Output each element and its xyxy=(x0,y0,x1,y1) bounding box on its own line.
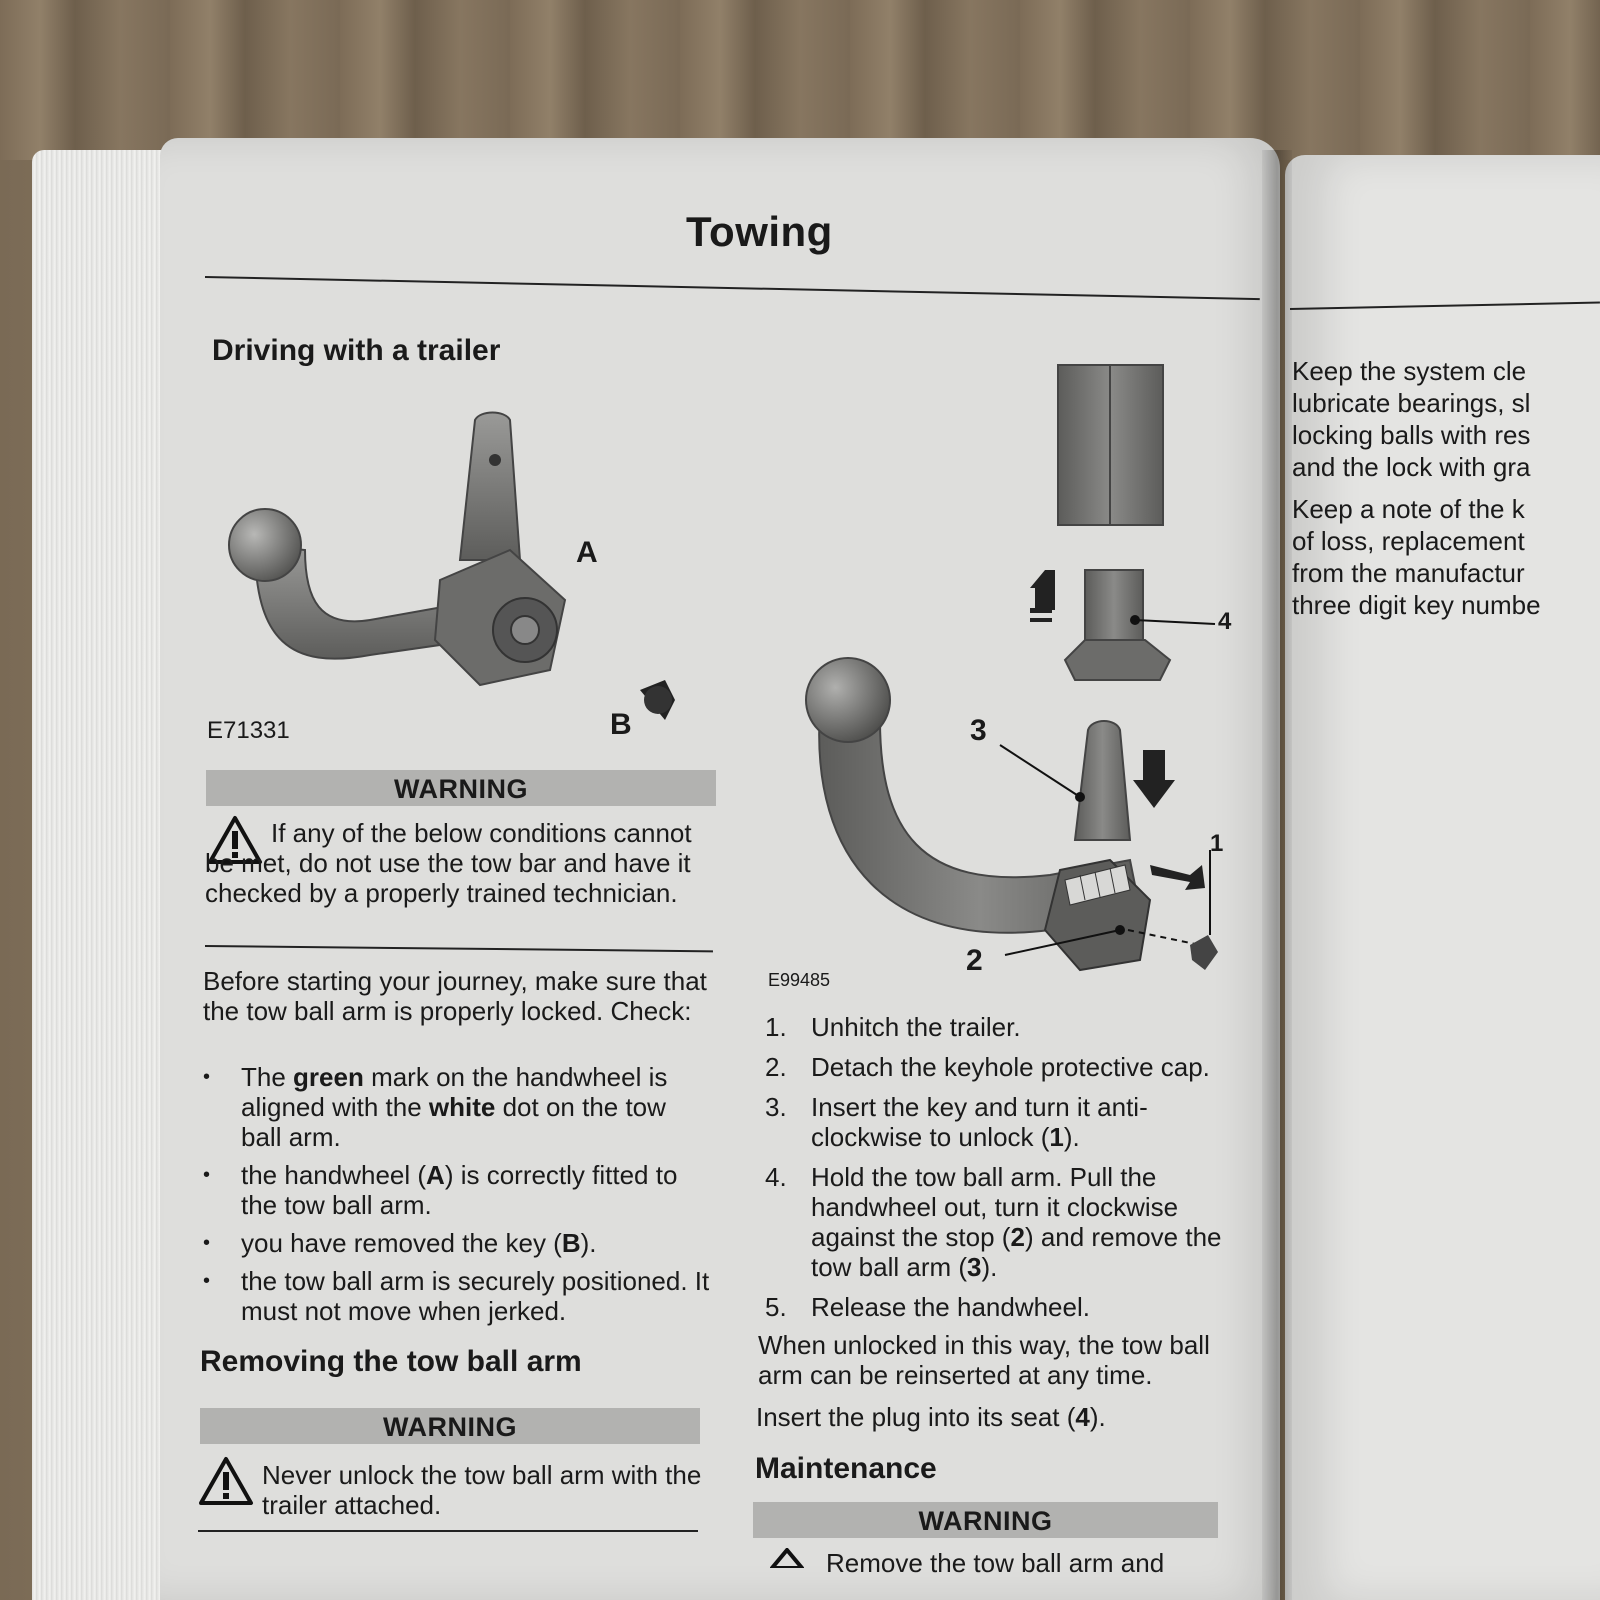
towbar-figure-1 xyxy=(210,400,710,740)
list-item: 3. Insert the key and turn it anti-clockwise to unlock (1). xyxy=(765,1092,1148,1152)
removal-steps-list xyxy=(765,1012,1235,1332)
warning-triangle-icon xyxy=(770,1548,804,1568)
right-page-line: Keep the system cle xyxy=(1292,356,1527,386)
warning-bar: WARNING xyxy=(200,1408,700,1444)
right-page-line: lubricate bearings, sl xyxy=(1292,388,1531,418)
warning-triangle-icon xyxy=(198,1456,254,1506)
wooden-table-background xyxy=(0,0,1600,160)
list-item: 4. Hold the tow ball arm. Pull the handwheel out, turn it clockwise against the stop (2) and remove the tow ball arm (3). xyxy=(765,1162,1222,1282)
list-item: 1. Unhitch the trailer. xyxy=(765,1012,1021,1042)
right-page-line: of loss, replacement xyxy=(1292,526,1525,556)
section-heading-maintenance: Maintenance xyxy=(755,1452,937,1485)
figure-code-e71331: E71331 xyxy=(207,717,290,744)
insert-plug-note: Insert the plug into its seat (4). xyxy=(756,1402,1106,1432)
warning-text-never-unlock: Never unlock the tow ball arm with the trailer attached. xyxy=(262,1460,702,1520)
towbar-removal-figure-2 xyxy=(790,360,1260,1000)
book-gutter xyxy=(1262,150,1292,1600)
figure2-callout-2: 2 xyxy=(966,944,983,977)
warning-bar: WARNING xyxy=(206,770,716,806)
warning-text-conditions: If any of the below conditions cannot be met, do not use the tow bar and have it checked by a properly trained technician. xyxy=(205,818,692,908)
figure2-callout-1: 1 xyxy=(1210,830,1224,857)
figure-code-e99485: E99485 xyxy=(768,970,831,990)
section-heading-removing-tow-ball-arm: Removing the tow ball arm xyxy=(200,1345,582,1378)
figure2-callout-3: 3 xyxy=(970,714,987,747)
maintenance-warning-text: Remove the tow ball arm and xyxy=(826,1548,1165,1578)
check-bullet-list xyxy=(203,1062,713,1334)
right-page-line: locking balls with res xyxy=(1292,420,1531,450)
warning-bar: WARNING xyxy=(753,1502,1218,1538)
figure2-callout-4: 4 xyxy=(1218,608,1232,635)
right-page-line: and the lock with gra xyxy=(1292,452,1531,482)
intro-paragraph: Before starting your journey, make sure that the tow ball arm is properly locked. Check: xyxy=(203,966,707,1026)
list-item: 5. Release the handwheel. xyxy=(765,1292,1090,1322)
warning-end-rule xyxy=(198,1530,698,1532)
right-page-line: from the manufactur xyxy=(1292,558,1525,588)
reinsert-note: When unlocked in this way, the tow ball arm can be reinserted at any time. xyxy=(758,1330,1210,1390)
right-page-text xyxy=(1292,355,1600,621)
list-item: 2. Detach the keyhole protective cap. xyxy=(765,1052,1210,1082)
section-heading-driving-with-trailer: Driving with a trailer xyxy=(212,334,501,367)
figure-label-b: B xyxy=(610,708,632,741)
page-title: Towing xyxy=(686,208,833,255)
right-page-line: Keep a note of the k xyxy=(1292,494,1525,524)
list-item: • the tow ball arm is securely positioned. It must not move when jerked. xyxy=(203,1266,713,1326)
right-page-line: three digit key numbe xyxy=(1292,590,1541,620)
list-item: • The green mark on the handwheel is aligned with the white dot on the tow ball arm. xyxy=(203,1062,713,1152)
list-item: • you have removed the key (B). xyxy=(203,1228,713,1258)
figure-label-a: A xyxy=(576,536,598,569)
list-item: • the handwheel (A) is correctly fitted to the tow ball arm. xyxy=(203,1160,713,1220)
